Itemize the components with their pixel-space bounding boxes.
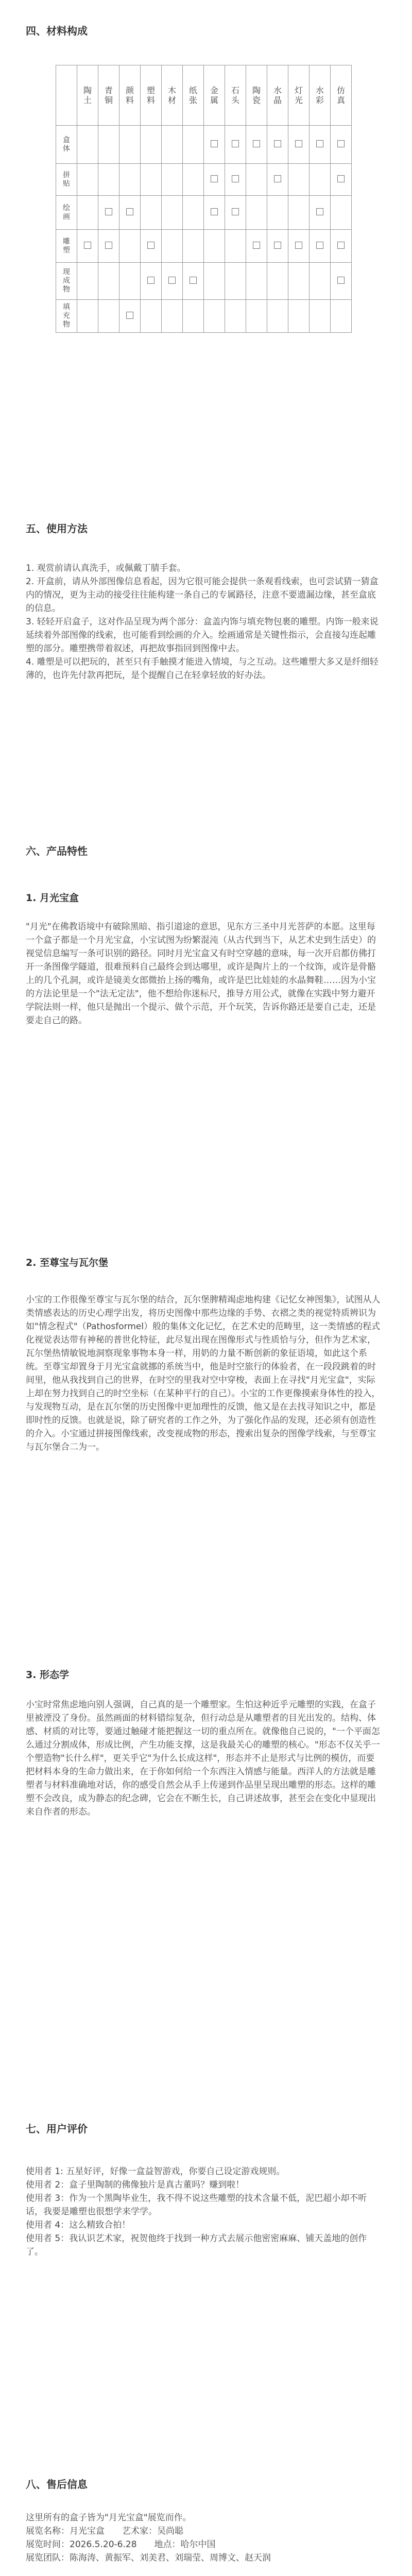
usage-step: 1. 观赏前请认真洗手，或佩戴丁腈手套。 (26, 563, 186, 573)
checkbox-icon (168, 277, 176, 284)
material-cell (162, 126, 183, 164)
material-cell (267, 300, 288, 333)
review-item: 使用者 4：这么精致合拍！ (26, 2220, 131, 2230)
review-item: 使用者 2：盒子里陶制的佛像独片是真古董吗？赚到啦！ (26, 2180, 245, 2190)
checkbox-icon (337, 242, 345, 249)
checkbox-icon (274, 140, 281, 147)
material-cell (246, 126, 267, 164)
material-row-label: 填充物 (63, 303, 70, 329)
material-cell (119, 263, 141, 300)
materials-row (56, 164, 352, 196)
material-cell (162, 230, 183, 263)
checkbox-icon (337, 140, 345, 147)
material-column-label: 木材 (167, 86, 176, 105)
material-cell (310, 164, 331, 196)
feature-body: 小宝时常焦虑地向别人强调，自己真的是一个雕塑家。生怕这种近乎元雕塑的实践，在盒子里被湮没了身份。虽然画面的材料错综复杂，但行动总是从雕塑者的目光出发的。结构、体感、材质的对比等，要通过触碰才能把握这一切的重点所在。就像他自己说的，"一个平面怎么通过分割成体，形成比例，产生功能支撑，这是我最关心的雕塑的核心。"形态不仅关乎一个塑造物"长什么样"，更关乎它"为什么长成这样"，形态并不止是形式与比例的模仿，而要把材料本身的生命力做出来，在于你如何给一个东西注入情感与能量。西洋人的方法就是雕塑者与材料准确地对话，你的感受自然会从手上传递到作品里呈现出雕塑的形态。这样的雕塑不会改良，成为静态的纪念碑，它会在不断生长，自己讲述故事，甚至会在变化中显现出来自作者的形态。 (26, 1700, 380, 1817)
material-cell (77, 230, 98, 263)
material-cell (162, 263, 183, 300)
aftersales-line: 展览名称：月光宝盒 艺术家：吴尚聪 (26, 2526, 183, 2536)
material-cell (98, 263, 119, 300)
material-row-label: 绘画 (63, 204, 70, 221)
material-row-header (56, 263, 77, 300)
checkbox-icon (316, 242, 323, 249)
aftersales-line: 展览时间：2026.5.20-6.28 地点：哈尔中国 (26, 2539, 216, 2550)
material-row-label: 盒体 (63, 135, 70, 153)
feature-title: 2. 至尊宝与瓦尔堡 (26, 1257, 109, 1268)
usage-step: 4. 雕塑是可以把玩的，甚至只有手触摸才能进入情境，与之互动。这些雕塑大多又是纤细轻薄的，也许先付款再把玩，是个提醒自己在轻拿轻放的好办法。 (26, 657, 379, 681)
usage-step: 3. 轻轻开启盒子，这对作品呈现为两个部分：盒盖内饰与填充物包裹的雕塑。内饰一般来说延续着外部图像的线索，也可能看到绘画的介入。绘画通常是关键性指示，会直接勾连起雕塑的部分。雕塑携带着叙述，再把故事指回到图像中去。 (26, 617, 379, 654)
material-cell (225, 196, 246, 230)
material-cell (267, 126, 288, 164)
material-cell (310, 263, 331, 300)
material-column-header (141, 65, 162, 126)
table-corner-cell (56, 65, 77, 126)
material-cell (267, 230, 288, 263)
material-cell (267, 164, 288, 196)
material-cell (204, 263, 225, 300)
material-cell (204, 164, 225, 196)
aftersales-line: 展览团队：陈海涛、黄振军、刘美君、刘瑞莹、周博文、赵天润 (26, 2553, 271, 2563)
material-cell (246, 230, 267, 263)
usage-step: 2. 开盒前，请从外部图像信息看起，因为它很可能会提供一条观看线索，也可尝试猜一猜盒内的情况，更为主动的接受往往能构建一条自己的专属路径，注意不要遗漏边缘，甚至盒底的信息。 (26, 577, 379, 614)
material-column-header (204, 65, 225, 126)
material-cell (183, 196, 204, 230)
material-cell (162, 196, 183, 230)
checkbox-icon (190, 277, 197, 284)
material-row-header (56, 230, 77, 263)
checkbox-icon (211, 140, 218, 147)
material-row-label: 拼贴 (63, 171, 70, 188)
material-cell (246, 196, 267, 230)
checkbox-icon (337, 175, 345, 182)
material-row-label: 雕塑 (63, 237, 70, 255)
material-cell (183, 164, 204, 196)
material-cell (288, 126, 310, 164)
material-cell (119, 196, 141, 230)
material-column-label: 仿真 (336, 86, 345, 105)
material-cell (288, 196, 310, 230)
material-row-header (56, 164, 77, 196)
material-cell (331, 126, 352, 164)
checkbox-icon (337, 277, 345, 284)
material-column-label: 石头 (231, 86, 239, 105)
material-column-label: 水彩 (315, 86, 324, 105)
checkbox-icon (126, 208, 133, 215)
material-cell (141, 196, 162, 230)
material-cell (183, 126, 204, 164)
material-column-header (98, 65, 119, 126)
material-cell (98, 164, 119, 196)
aftersales-line: 这里所有的盒子皆为"月光宝盒"展览而作。 (26, 2513, 192, 2523)
checkbox-icon (274, 175, 281, 182)
material-cell (331, 300, 352, 333)
material-cell (119, 230, 141, 263)
material-column-label: 陶土 (83, 86, 92, 105)
material-column-header (162, 65, 183, 126)
material-cell (141, 300, 162, 333)
review-item: 使用者 3：作为一个黑陶毕业生，我不得不说这些雕塑的技术含量不低，泥巴超小却不听话，我要是雕塑也很想学来学学。 (26, 2193, 367, 2217)
material-column-header (267, 65, 288, 126)
material-cell (331, 164, 352, 196)
material-cell (246, 164, 267, 196)
material-cell (225, 300, 246, 333)
material-column-label: 青铜 (104, 86, 113, 105)
feature-body: 小宝的工作很像至尊宝与瓦尔堡的结合，瓦尔堡脾精竭虑地构建《记忆女神图集》，试图从人类情感表达的历史心理学出发，将历史图像中那些边缘的手势、衣褶之类的视觉特质辨识为如"情念程式"（Pathosformel）般的集体文化记忆，在艺术史的范畴里，这一类情感的程式化视觉表达带有神秘的普世化特征，此尽复出现在图像形式与性质恰与分，但作为艺术家，瓦尔堡热情敏锐地洞察现象事物本身一样，用奶的力量不断创新的象征语境，如此这个系统。至尊宝却置身于月光宝盒就挪的系统当中，他是时空旅行的体验者，在一段段跳着的时间里，他从我找到自己的世界，在时空的里我对空中穿梭，表面上在寻找"月光宝盒"，实际上却在努力找到自己的时空坐标（在某种平行的自己）。小宝的工作更像摸索身体性的投入，与发现物互动，是在瓦尔堡的历史图像中更加理性的反馈，他又是在去找寻知识之中，都是即时性的反馈。也就是说，除了研究者的工作之外，为了强化作品的发现，还必须有创造性的介入。小宝通过拼接图像线索，改变视成物的形态，搜索出复杂的图像学线索，与至尊宝与瓦尔堡合二为一。 (26, 1295, 381, 1452)
checkbox-icon (105, 208, 112, 215)
reviews-section-title: 七、用户评价 (26, 2123, 88, 2135)
checkbox-icon (316, 140, 323, 147)
material-cell (310, 230, 331, 263)
material-cell (267, 196, 288, 230)
material-cell (77, 126, 98, 164)
materials-table-header (56, 65, 352, 126)
material-cell (183, 300, 204, 333)
material-column-header (246, 65, 267, 126)
checkbox-icon (316, 208, 323, 215)
material-column-label: 陶瓷 (252, 86, 261, 105)
material-row-header (56, 300, 77, 333)
checkbox-icon (232, 208, 239, 215)
material-column-header (183, 65, 204, 126)
material-cell (310, 126, 331, 164)
material-cell (98, 196, 119, 230)
material-cell (119, 126, 141, 164)
usage-section-title: 五、使用方法 (26, 522, 88, 535)
checkbox-icon (84, 242, 91, 249)
checkbox-icon (295, 242, 302, 249)
material-cell (162, 300, 183, 333)
checkbox-icon (253, 140, 260, 147)
aftersales-section-title: 八、售后信息 (26, 2478, 88, 2490)
material-column-header (119, 65, 141, 126)
checkbox-icon (253, 242, 260, 249)
material-column-header (288, 65, 310, 126)
material-cell (141, 164, 162, 196)
material-cell (225, 230, 246, 263)
material-cell (310, 300, 331, 333)
material-row-header (56, 126, 77, 164)
material-cell (225, 164, 246, 196)
material-cell (77, 300, 98, 333)
material-cell (183, 230, 204, 263)
feature-title: 1. 月光宝盒 (26, 892, 79, 904)
material-cell (246, 263, 267, 300)
feature-title: 3. 形态学 (26, 1669, 70, 1681)
materials-table (56, 65, 352, 333)
material-cell (331, 230, 352, 263)
material-cell (98, 300, 119, 333)
material-cell (204, 126, 225, 164)
checkbox-icon (232, 140, 239, 147)
material-cell (288, 230, 310, 263)
checkbox-icon (147, 277, 154, 284)
material-cell (141, 263, 162, 300)
checkbox-icon (147, 242, 154, 249)
material-cell (77, 164, 98, 196)
material-cell (225, 263, 246, 300)
checkbox-icon (295, 140, 302, 147)
material-cell (288, 263, 310, 300)
material-cell (141, 126, 162, 164)
material-cell (204, 196, 225, 230)
material-column-header (331, 65, 352, 126)
checkbox-icon (105, 242, 112, 249)
materials-row (56, 230, 352, 263)
material-column-label: 灯光 (294, 86, 303, 105)
material-row-header (56, 196, 77, 230)
materials-row (56, 300, 352, 333)
material-column-header (225, 65, 246, 126)
checkbox-icon (232, 175, 239, 182)
material-cell (119, 164, 141, 196)
checkbox-icon (126, 312, 133, 319)
material-cell (288, 164, 310, 196)
material-cell (246, 300, 267, 333)
material-column-header (310, 65, 331, 126)
material-cell (288, 300, 310, 333)
material-cell (204, 300, 225, 333)
material-cell (119, 300, 141, 333)
material-cell (98, 230, 119, 263)
material-column-header (77, 65, 98, 126)
checkbox-icon (211, 208, 218, 215)
material-cell (77, 263, 98, 300)
materials-section-title: 四、材料构成 (26, 25, 88, 37)
materials-row (56, 196, 352, 230)
material-cell (331, 263, 352, 300)
material-cell (225, 126, 246, 164)
materials-row (56, 263, 352, 300)
material-cell (204, 230, 225, 263)
review-item: 使用者 5：我认识艺术家，祝贺他终于找到一种方式去展示他密密麻麻、铺天盖地的创作了。 (26, 2233, 367, 2257)
material-cell (98, 126, 119, 164)
material-column-label: 水晶 (273, 86, 282, 105)
material-column-label: 颜料 (125, 86, 134, 105)
material-column-label: 纸张 (188, 86, 197, 105)
review-item: 使用者 1: 五星好评，好像一盒益智游戏，你要自己设定游戏规则。 (26, 2166, 285, 2177)
material-cell (310, 196, 331, 230)
material-cell (183, 263, 204, 300)
features-section-title: 六、产品特性 (26, 845, 88, 857)
material-cell (162, 164, 183, 196)
material-column-label: 金属 (210, 86, 218, 105)
material-cell (267, 263, 288, 300)
material-row-label: 现成物 (63, 268, 70, 294)
checkbox-icon (211, 175, 218, 182)
material-cell (141, 230, 162, 263)
checkbox-icon (274, 242, 281, 249)
material-cell (331, 196, 352, 230)
material-cell (77, 196, 98, 230)
materials-row (56, 126, 352, 164)
material-column-label: 塑料 (146, 86, 155, 105)
feature-body: "月光"在佛教语境中有破除黑暗、指引道途的意思，见东方三圣中月光菩萨的本愿。这里每一个盒子都是一个月光宝盒，小宝试图为纷繁混沌（从古代到当下，从艺术史到生活史）的视觉信息编写一条可识别的路径。同时月光宝盒又有时空穿越的意味，每一次开启都仿佛打开一条图像学隧道，很难预料自己最终会到达哪里，或许是陶片上的一个纹饰，或许是骨骼上的几个孔洞，或许是镜美女郎微抬上扬的嘴角，或许是巴比娃娃的水晶舞鞋……因为小宝的方法论里是一个"法无定法"，他不想给你迷标尺，推导方用公式，就像在实践中努力避开学院法则一样，他只是抛出一个提示、做个示范，开个玩笑，告诉你路还是要自己走，还是要走自己的路。 (26, 922, 376, 1026)
